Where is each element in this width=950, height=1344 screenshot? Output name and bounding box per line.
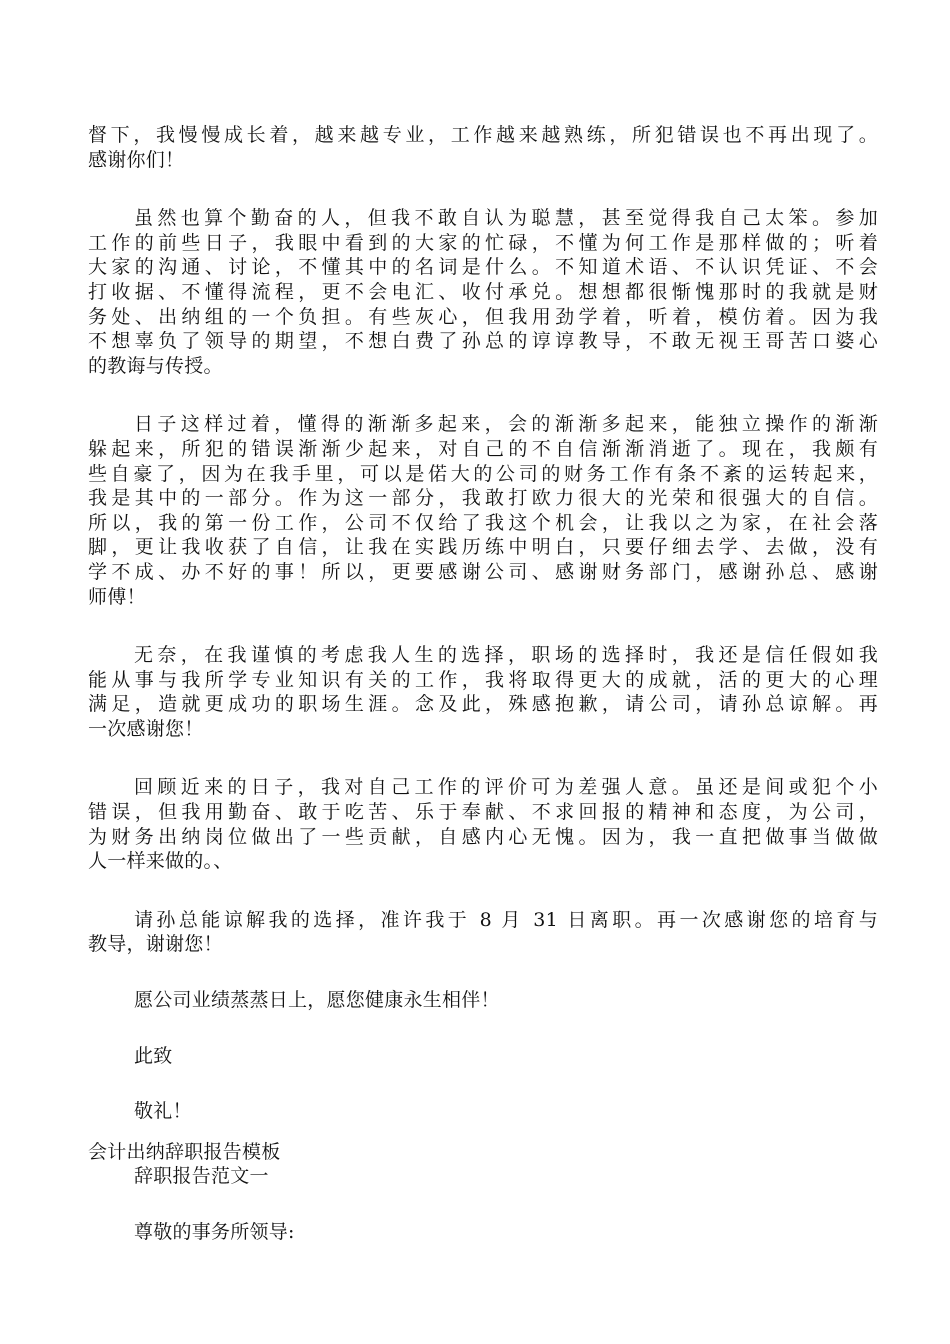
paragraph-line: 人一样来做的。、: [88, 850, 233, 873]
paragraph-5: [88, 775, 878, 873]
paragraph-line: 脚，更让我收获了自信，让我在实践历练中明白，只要仔细去学、去做，没有: [88, 536, 878, 559]
salutation: 尊敬的事务所领导:: [134, 1221, 295, 1243]
paragraph-line: 无奈，在我谨慎的考虑我人生的选择，职场的选择时，我还是信任假如我: [134, 644, 878, 667]
paragraph-line: 所以，我的第一份工作，公司不仅给了我这个机会，让我以之为家，在社会落: [88, 511, 878, 534]
wish-line: 愿公司业绩蒸蒸日上，愿您健康永生相伴！: [134, 989, 500, 1012]
paragraph-line: 感谢你们！: [88, 148, 185, 171]
paragraph-line: 大家的沟通、讨论，不懂其中的名词是什么。不知道术语、不认识凭证、不会: [88, 256, 878, 279]
paragraph-line: 师傅！: [88, 585, 146, 608]
paragraph-line: 为财务出纳岗位做出了一些贡献，自感内心无愧。因为，我一直把做事当做做: [88, 825, 878, 848]
paragraph-4: [88, 643, 878, 741]
template-title: 会计出纳辞职报告模板: [88, 1140, 281, 1163]
paragraph-line: 日子这样过着，懂得的渐渐多起来，会的渐渐多起来，能独立操作的渐渐: [134, 413, 878, 436]
paragraph-line: 能从事与我所学专业知识有关的工作，我将取得更大的成就，活的更大的心理: [88, 668, 878, 691]
document-page: [88, 123, 878, 1245]
paragraph-line: 打收据、不懂得流程，更不会电汇、收付承兑。想想都很惭愧那时的我就是财: [88, 280, 878, 303]
closing-jing-li: 敬礼！: [134, 1100, 192, 1123]
paragraph-line: 一次感谢您！: [88, 717, 204, 740]
paragraph-line: 督下，我慢慢成长着，越来越专业，工作越来越熟练，所犯错误也不再出现了。: [88, 124, 878, 146]
paragraph-line: 工作的前些日子，我眼中看到的大家的忙碌，不懂为何工作是那样做的；听着: [88, 231, 878, 254]
paragraph-line: 虽然也算个勤奋的人，但我不敢自认为聪慧，甚至觉得我自己太笨。参加: [134, 207, 878, 230]
paragraph-2: [88, 206, 878, 378]
paragraph-line: 务处、出纳组的一个负担。有些灰心，但我用劲学着，听着，模仿着。因为我: [88, 305, 878, 328]
paragraph-line: 的教诲与传授。: [88, 354, 223, 377]
sample-title: 辞职报告范文一: [134, 1165, 269, 1188]
paragraph-6: [88, 908, 878, 957]
paragraph-3: [88, 412, 878, 609]
paragraph-line: 学不成、办不好的事！所以，更要感谢公司、感谢财务部门，感谢孙总、感谢: [88, 560, 878, 583]
paragraph-line: 请孙总能谅解我的选择，准许我于 8 月 31 日离职。再一次感谢您的培育与: [134, 908, 878, 931]
paragraph-line: 些自豪了，因为在我手里，可以是偌大的公司的财务工作有条不紊的运转起来，: [88, 462, 878, 485]
paragraph-1: [88, 123, 878, 172]
paragraph-line: 躲起来，所犯的错误渐渐少起来，对自己的不自信渐渐消逝了。现在，我颇有: [88, 437, 878, 460]
paragraph-line: 回顾近来的日子，我对自己工作的评价可为差强人意。虽还是间或犯个小: [134, 776, 878, 799]
paragraph-line: 不想辜负了领导的期望，不想白费了孙总的谆谆教导，不敢无视王哥苦口婆心: [88, 330, 878, 353]
closing-ci-zhi: 此致: [134, 1044, 173, 1067]
paragraph-line: 我是其中的一部分。作为这一部分，我敢打欧力很大的光荣和很强大的自信。: [88, 487, 878, 510]
paragraph-line: 教导，谢谢您！: [88, 933, 223, 956]
paragraph-line: 满足，造就更成功的职场生涯。念及此，殊感抱歉，请公司，请孙总谅解。再: [88, 693, 878, 716]
paragraph-line: 错误，但我用勤奋、敢于吃苦、乐于奉献、不求回报的精神和态度，为公司，: [88, 801, 878, 824]
